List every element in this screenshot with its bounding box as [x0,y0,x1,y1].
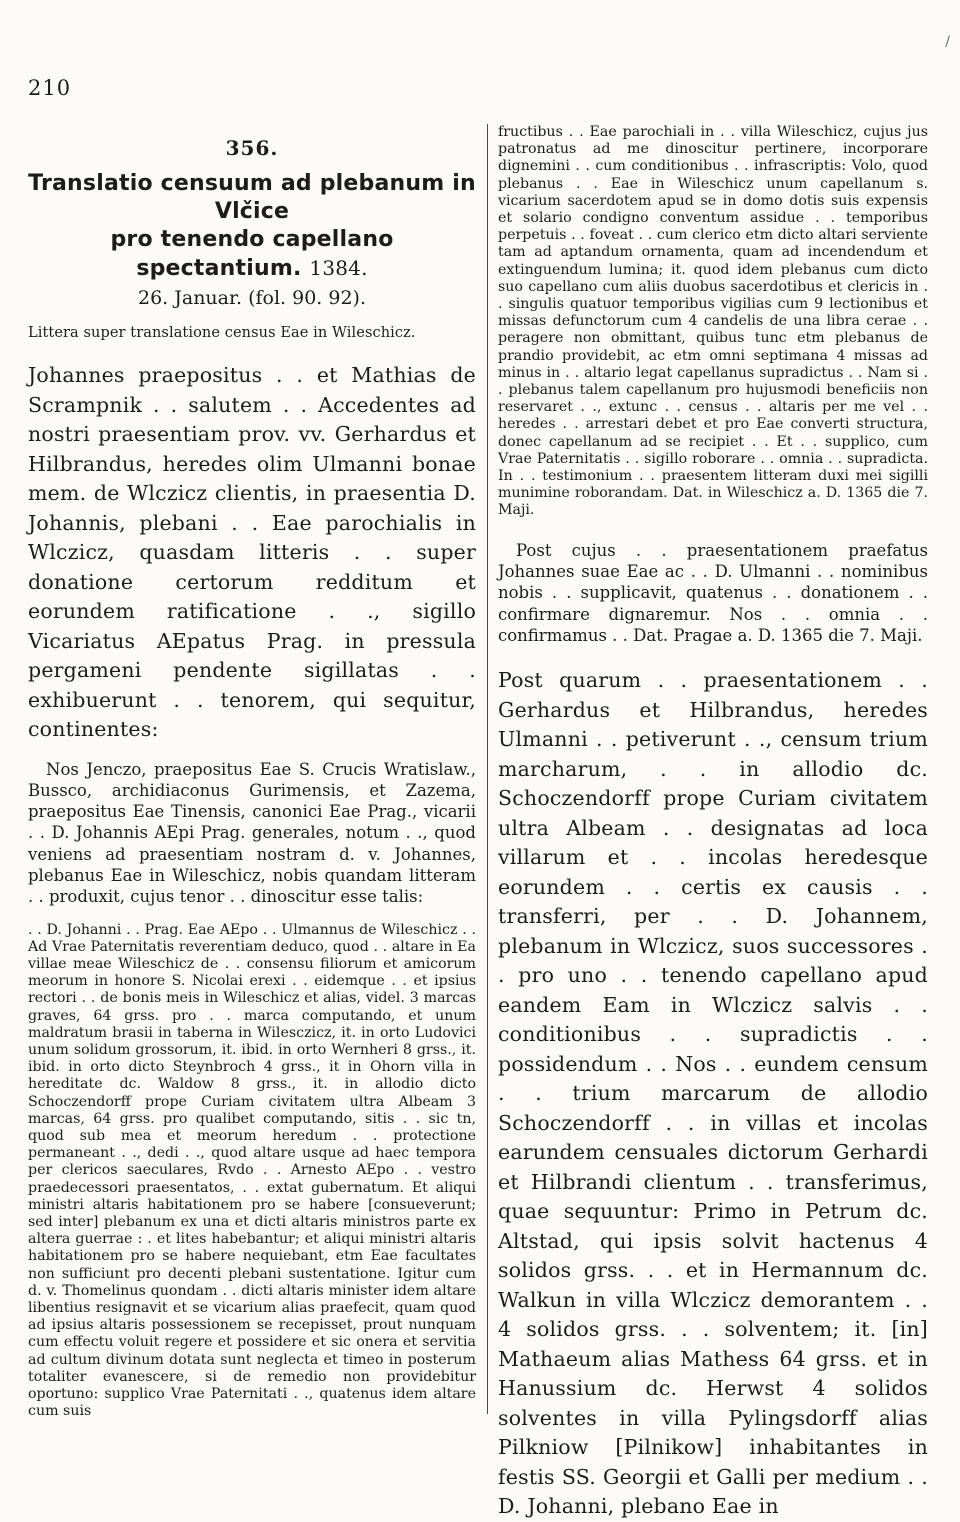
corner-mark: / [945,34,950,50]
document-number: 356. [225,136,279,160]
right-column [498,124,928,1522]
vicars-paragraph: Nos Jenczo, praepositus Eae S. Crucis Wratislaw., Bussco, archidiaconus Gurimensis, et Zazema, praepositus Eae Tinensis, canonici Eae Prag., vicarii . . D. Johannis AEpi Prag. generales, notum . ., quod veniens ad praesentiam nostram d. v. Johannes, plebanus Eae in Wileschicz, nobis quandam litteram . . produxit, cujus tenor . . dinoscitur esse talis: [28,759,476,907]
title-line-2-text: pro tenendo capellano spectantium. [110,227,394,281]
page-number: 210 [28,76,72,100]
regest: Littera super translatione census Eae in Wileschicz. [28,325,416,341]
intro-paragraph: Johannes praepositus . . et Mathias de Scrampnik . . salutem . . Accedentes ad nostri praesentiam prov. vv. Gerhardus et Hilbrandus, heredes olim Ulmanni bonae mem. de Wlczicz clientis, in praesentia D. Johannis, plebani . . Eae parochialis in Wlczicz, quasdam litteris . . super donatione certorum redditum et eorundem ratificatione . ., sigillo Vicariatus AEpatus Prag. in pressula pergameni pendente sigillatas . . exhibuerunt . . tenorem, qui sequitur, continentes: [28,363,476,741]
title-line-2 [28,226,476,283]
confirmation-paragraph: Post cujus . . praesentationem praefatus Johannes suae Eae ac . . D. Ulmanni . . nominibus nobis . . supplicavit, quatenus . . donationem . . confirmare dignaremur. Nos . . omnia . . confirmamus . . Dat. Pragae a. D. 1365 die 7. Maji. [498,540,928,645]
left-column [28,124,476,1420]
charter-paragraph: . . D. Johanni . . Prag. Eae AEpo . . Ulmannus de Wileschicz . . Ad Vrae Paternitatis reverentiam deduco, quod . . altare in Ea villae meae Wileschicz de . . consensu filiorum et amicorum meorum in honore S. Nicolai erexi . . eidemque . . et ipsius rectori . . de bonis meis in Wileschicz et alias, videl. 3 marcas graves, 64 grss. pro . . marca computando, et unum maldratum brasii in taberna in Wilesczicz, it. in orto Ludovici unum solidum grossorum, it. ibid. in orto Wernheri 8 grss., it. ibid. in orto dicto Steynbroch 4 grss., it in Ohorn villa in hereditate dc. Waldow 8 grss., it. in allodio dicto Schoczendorff prope Curiam civitatem ultra Albeam 3 marcas, 64 grss. pro qualibet computando, sitis . . sic tn, quod sub mea et meorum heredum . . protectione permaneant . ., dedi . ., quod altare usque ad haec tempora per clericos saeculares, Rvdo . . Arnesto AEpo . . vestro praedecessori praesentatos, . . extat gubernatum. Et aliqui ministri altaris habitationem pro se habere [consueverunt; sed inter] plebanum ex una et dicti altaris ministros parte ex altera guerrae : . et lites habebantur; et aliqui ministri altaris habitationem pro se habere nequiebant, etm Eae facultates non sufficiunt pro decenti plebani sustentatione. Igitur cum d. v. Thomelinus quondam . . dicti altaris minister idem altare libentius resignavit et se vicarium alias praefecit, quam quod ad ipsius altaris possessionem se recepisset, prout nunquam cum effectu voluit regere et possidere et sic onera et servitia ad cultum divinum dotata sunt neglecta et timeo in posterum totaliter evanescere, si de remedio non providebitur oportuno: supplico Vrae Paternitati . ., quatenus idem altare cum suis [28,921,476,1420]
column-divider [487,124,488,1414]
document-title [28,170,476,283]
conclusion-paragraph: Post quarum . . praesentationem . . Gerhardus et Hilbrandus, heredes Ulmanni . . petiverunt . ., censum trium marcharum, . . in allodio dc. Schoczendorff prope Curiam civitatem ultra Albeam . . designatas ad loca villarum et . . incolas heredesque eorundem . . certis ex causis . . transferri, per . . D. Johannem, plebanum in Wlczicz, suos successores . . pro uno . . tenendo capellano apud eandem Eam in Wlczicz salvis . . conditionibus . . supradictis . . possidendum . . Nos . . eundem censum . . trium marcarum de allodio Schoczendorff . . in villas et incolas earundem censuales dictorum Gerhardi et Hilbrandi clientum . . transferimus, quae sequuntur: Primo in Petrum dc. Altstad, qui ipsis solvit hactenus 4 solidos grss. . . et in Hermannum dc. Walkun in villa Wlczicz demorantem . . 4 solidos grss. . . solventem; it. [in] Mathaeum alias Mathess 64 grss. et in Hanussium dc. Herwst 4 solidos solventes in villa Pylingsdorff alias Pilkniow [Pilnikow] inhabitantes in festis SS. Georgii et Galli per medium . . D. Johanni, plebano Eae in [498,668,928,1519]
title-line-1: Translatio censuum ad plebanum in Vlčice [28,171,476,224]
charter-continuation: fructibus . . Eae parochiali in . . villa Wileschicz, cujus jus patronatus ad me dinoscitur pertinere, incorporare dignemini . . cum conditionibus . . infrascriptis: Volo, quod plebanus . . Eae in Wileschicz unum capellanum s. vicarium sacerdotem apud se in domo dotis suis expensis et solario condigno conventum assidue . . temporibus perpetuis . . foveat . . cum clerico etm dicto altari serviente tam ad aptandum ornamenta, quam ad incendendum et extinguendum lumina; it. quod idem plebanus cum dicto suo capellano cum aliis duobus sacerdotibus et clericis in . . singulis quatuor temporibus vigilias cum 9 lectionibus et missas defunctorum cum 4 candelis de una libra cerae . . peragere non obmittant, quibus tunc etm plebanus de prandio providebit, ac etm omni septimana 4 missas ad minus in . . altario legat capellanus supradictus . . Nam si . . plebanus talem capellanum pro hujusmodi beneficiis non reservaret . ., extunc . . census . . altaris per me vel . . heredes . . arrestari debet et pro Eae converti structura, donec capellanum ad se recipiet . . Et . . supplico, cum Vrae Paternitatis . . sigillo roborare . . omnia . . supradicta. In . . testimonium . . praesentem litteram duxi mei sigilli munimine roborandam. Dat. in Wileschicz a. D. 1365 die 7. Maji. [498,124,928,519]
document-date: 26. Januar. (fol. 90. 92). [138,287,366,309]
title-year: 1384. [309,256,368,280]
